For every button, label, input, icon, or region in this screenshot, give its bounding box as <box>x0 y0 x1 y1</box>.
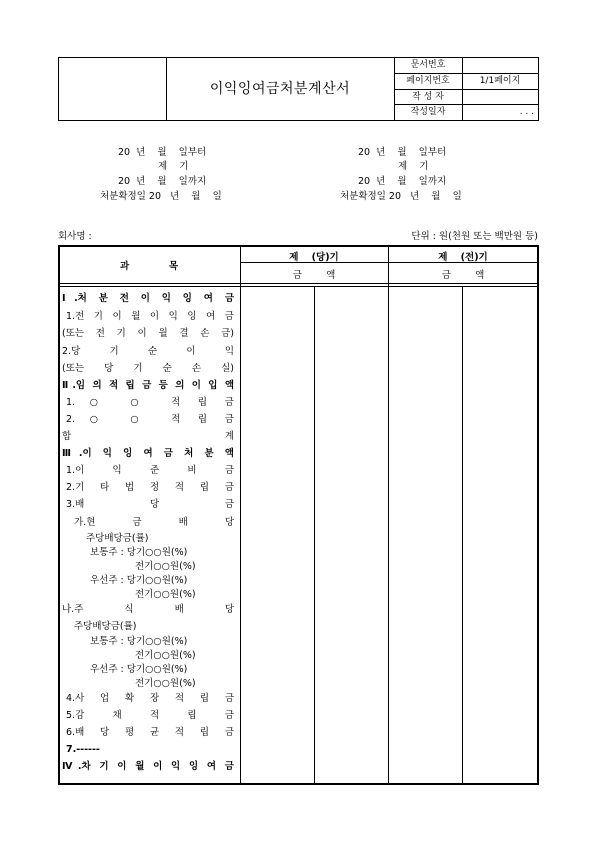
column-prior-period: 제 (전)기 <box>438 252 488 263</box>
column-subject: 과 목 <box>119 261 179 272</box>
info-label-doc-number: 문서번호 <box>410 60 446 70</box>
row-stock-common-prior: 전기○○원(%) <box>135 650 196 661</box>
column-prior-amount: 금 액 <box>441 270 485 281</box>
info-label-date: 작성일자 <box>410 107 446 117</box>
period-left-term: 제 기 <box>158 161 189 172</box>
period-right-from: 20 년 월 일부터 <box>358 147 447 158</box>
period-left-from: 20 년 월 일부터 <box>118 147 207 158</box>
row-cash-preferred-prior: 전기○○원(%) <box>135 589 196 600</box>
row-cash-common-current: 보통주 : 당기○○원(%) <box>90 547 188 558</box>
unit-label: 단위 : 원(천원 또는 백만원 등) <box>411 231 538 242</box>
document-title: 이익잉여금처분계산서 <box>209 81 351 97</box>
info-label-page-number: 페이지번호 <box>406 76 450 86</box>
row-stock-preferred-current: 우선주 : 당기○○원(%) <box>90 664 188 675</box>
row-appropriations: Ⅲ.이 익 잉 여 금 처 분 액 <box>62 448 234 459</box>
row-net-loss: (또는 당 기 순 손 실) <box>62 363 234 374</box>
period-left-to: 20 년 월 일까지 <box>118 176 207 187</box>
row-cash-preferred-current: 우선주 : 당기○○원(%) <box>90 575 188 586</box>
row-retained-earnings-carried-forward: Ⅳ.차 기 이 월 이 익 잉 여 금 <box>62 761 234 772</box>
row-legal-reserve: 1.이 익 준 비 금 <box>66 465 234 476</box>
row-reserve-transfer: Ⅱ.임 의 적 립 금 등 의 이 입 액 <box>62 380 234 391</box>
row-other-legal-reserve: 2.기 타 법 정 적 립 금 <box>66 482 234 493</box>
period-right-to: 20 년 월 일까지 <box>358 176 447 187</box>
row-unappropriated-retained-earnings: Ⅰ.처 분 전 이 익 잉 여 금 <box>62 293 234 304</box>
row-reserve-1: 1.○ ○ 적 립 금 <box>66 397 234 408</box>
info-value-page-number: 1/1페이지 <box>479 76 521 86</box>
period-right-term: 제 기 <box>398 161 429 172</box>
row-stock-dividends: 나.주 식 배 당 <box>62 604 234 615</box>
row-debt-reduction-reserve: 5.감 채 적 립 금 <box>66 710 234 721</box>
row-business-expansion-reserve: 4.사 업 확 장 적 립 금 <box>66 693 234 704</box>
row-stock-common-current: 보통주 : 당기○○원(%) <box>90 636 188 647</box>
column-current-amount: 금 액 <box>292 270 336 281</box>
row-prior-deficit: (또는 전 기 이 월 결 손 금) <box>62 328 234 339</box>
row-stock-dividend-rate: 주당배당금(률) <box>74 621 137 632</box>
row-subtotal: 합 계 <box>62 431 234 442</box>
row-cash-dividend-rate: 주당배당금(률) <box>86 533 149 544</box>
row-stock-preferred-prior: 전기○○원(%) <box>135 678 196 689</box>
period-right-confirm: 처분확정일 20 년 월 일 <box>340 191 462 202</box>
info-label-author: 작 성 자 <box>412 92 444 102</box>
info-value-date: . . . <box>519 107 534 117</box>
company-label: 회사명 : <box>58 231 92 242</box>
row-prior-retained-earnings: 1.전 기 이 월 이 익 잉 여 금 <box>66 311 234 322</box>
row-reserve-2: 2.○ ○ 적 립 금 <box>66 414 234 425</box>
row-dividend-equalization-reserve: 6.배 당 평 균 적 립 금 <box>66 727 234 738</box>
row-net-income: 2.당 기 순 이 익 <box>62 346 234 357</box>
period-left-confirm: 처분확정일 20 년 월 일 <box>100 191 222 202</box>
row-cash-dividends: 가.현 금 배 당 <box>74 517 234 528</box>
row-cash-common-prior: 전기○○원(%) <box>135 561 196 572</box>
row-dividends: 3.배 당 금 <box>66 499 234 510</box>
row-other-item: 7.------ <box>66 744 100 755</box>
column-current-period: 제 (당)기 <box>289 252 339 263</box>
